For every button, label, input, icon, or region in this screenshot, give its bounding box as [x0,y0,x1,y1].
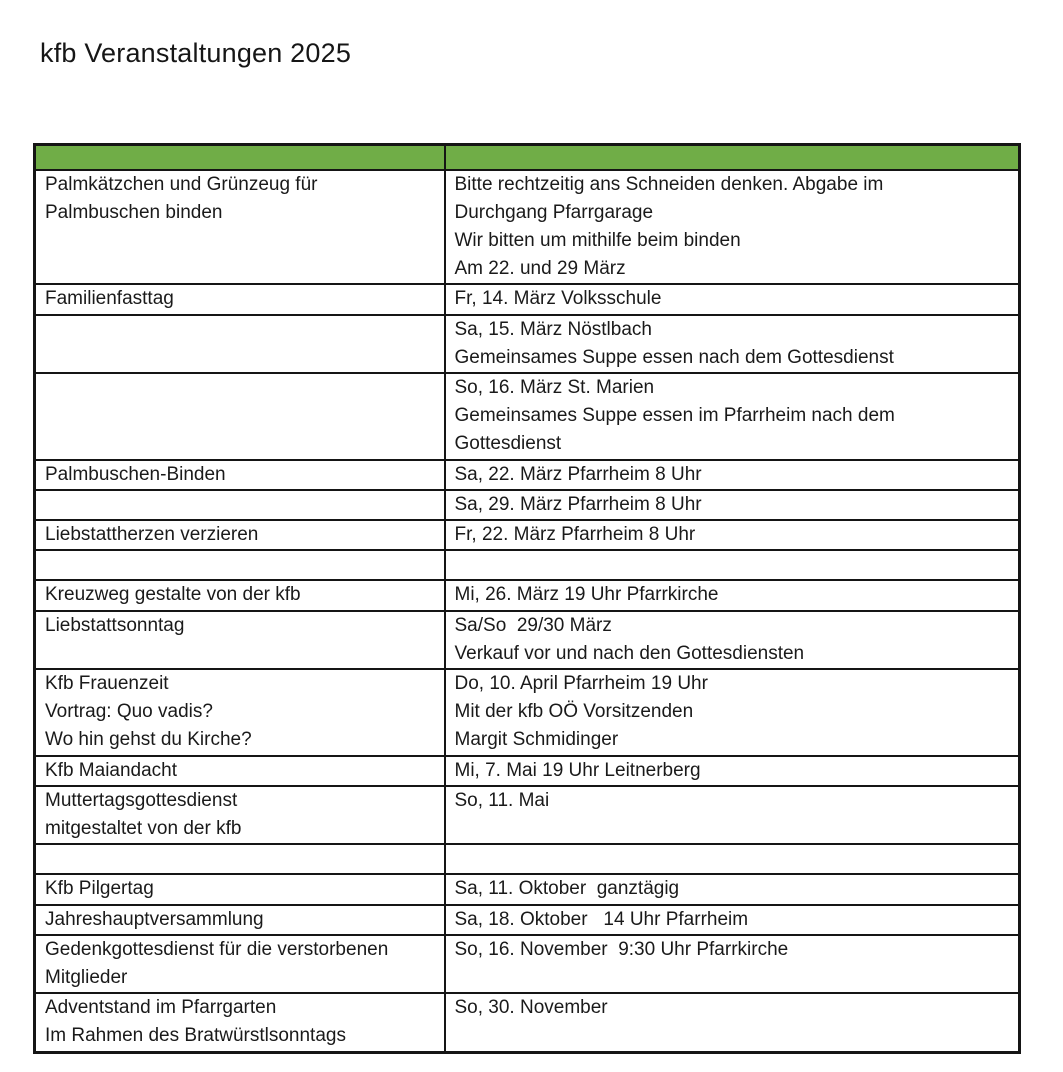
cell-text-line: Fr, 14. März Volksschule [454,288,662,310]
cell-text-line: Am 22. und 29 März [454,258,626,280]
table-row [35,874,1020,904]
cell-text-line: Adventstand im Pfarrgarten [45,997,277,1019]
cell-text-line: Verkauf vor und nach den Gottesdiensten [454,642,805,664]
cell-text-line [45,845,435,873]
table-row [35,786,1020,844]
cell-text-line: So, 30. November [454,997,608,1019]
event-cell [35,170,445,285]
details-cell [445,756,1020,786]
table-row [35,170,1020,285]
details-cell [445,170,1020,285]
event-cell [35,460,445,490]
details-cell [445,905,1020,935]
details-cell [445,611,1020,669]
cell-text-line: Jahreshauptversammlung [45,908,264,930]
cell-text-line: Bitte rechtzeitig ans Schneiden denken. Abgabe im [454,173,884,195]
cell-text-line: So, 16. März St. Marien [454,376,655,398]
details-cell [445,373,1020,460]
cell-text-line: Sa, 15. März Nöstlbach [454,318,652,340]
details-cell [445,315,1020,373]
cell-text-line: Palmbuschen-Binden [45,463,226,485]
table-row [35,460,1020,490]
table-row [35,611,1020,669]
cell-text-line: Kfb Frauenzeit [45,672,169,694]
table-row [35,580,1020,610]
details-cell [445,580,1020,610]
cell-text-line: Fr, 22. März Pfarrheim 8 Uhr [454,523,696,545]
events-table-body [35,170,1020,1053]
details-cell [445,993,1020,1052]
cell-text-line [45,374,435,402]
table-row [35,844,1020,874]
cell-text-line: Kfb Maiandacht [45,759,178,781]
cell-text-line: Familienfasttag [45,288,174,310]
event-cell [35,580,445,610]
event-cell [35,669,445,756]
event-cell [35,373,445,460]
cell-text-line: So, 16. November 9:30 Uhr Pfarrkirche [454,938,789,960]
event-cell [35,490,445,520]
cell-text-line: Durchgang Pfarrgarage [454,201,654,223]
details-cell [445,935,1020,993]
table-row [35,520,1020,550]
cell-text-line [45,551,435,579]
cell-text-line: Sa, 11. Oktober ganztägig [454,878,680,900]
cell-text-line [455,551,1010,579]
event-cell [35,905,445,935]
event-cell [35,874,445,904]
details-cell [445,786,1020,844]
table-row [35,935,1020,993]
table-row [35,373,1020,460]
cell-text-line: Mi, 7. Mai 19 Uhr Leitnerberg [454,759,701,781]
cell-text-line: Kfb Pilgertag [45,878,154,900]
header-cell-details [445,145,1020,170]
cell-text-line: Palmbuschen binden [45,201,223,223]
cell-text-line: Wir bitten um mithilfe beim binden [454,229,741,251]
event-cell [35,844,445,874]
table-header-row [35,145,1020,170]
cell-text-line: Mi, 26. März 19 Uhr Pfarrkirche [454,584,719,606]
cell-text-line: Sa, 29. März Pfarrheim 8 Uhr [454,493,702,515]
cell-text-line: Liebstattherzen verzieren [45,523,259,545]
cell-text-line: mitgestaltet von der kfb [45,817,242,839]
cell-text-line [45,316,435,344]
event-cell [35,611,445,669]
event-cell [35,315,445,373]
cell-text-line: Gottesdienst [454,433,562,455]
details-cell [445,669,1020,756]
cell-text-line: Margit Schmidinger [454,729,619,751]
table-row [35,490,1020,520]
details-cell [445,844,1020,874]
cell-text-line: Gemeinsames Suppe essen im Pfarrheim nach dem [454,405,895,427]
cell-text-line: Palmkätzchen und Grünzeug für [45,173,318,195]
page-title: kfb Veranstaltungen 2025 [40,38,352,68]
cell-text-line: Do, 10. April Pfarrheim 19 Uhr [454,672,708,694]
events-table [33,143,1021,1054]
cell-text-line: Muttertagsgottesdienst [45,789,238,811]
cell-text-line: Kreuzweg gestalte von der kfb [45,584,301,606]
details-cell [445,490,1020,520]
event-cell [35,993,445,1052]
table-row [35,756,1020,786]
cell-text-line [45,491,435,519]
cell-text-line: Sa/So 29/30 März [454,614,612,636]
table-row [35,993,1020,1052]
details-cell [445,520,1020,550]
details-cell [445,460,1020,490]
table-row [35,905,1020,935]
cell-text-line: Gedenkgottesdienst für die verstorbenen [45,938,389,960]
cell-text-line: Gemeinsames Suppe essen nach dem Gottesdienst [454,346,894,368]
event-cell [35,786,445,844]
details-cell [445,284,1020,314]
header-cell-event [35,145,445,170]
table-row [35,669,1020,756]
cell-text-line: So, 11. Mai [454,789,550,811]
cell-text-line: Sa, 18. Oktober 14 Uhr Pfarrheim [454,908,749,930]
cell-text-line [455,845,1010,873]
cell-text-line: Im Rahmen des Bratwürstlsonntags [45,1025,346,1047]
event-cell [35,550,445,580]
event-cell [35,756,445,786]
cell-text-line: Vortrag: Quo vadis? [45,701,213,723]
event-cell [35,520,445,550]
table-row [35,315,1020,373]
details-cell [445,550,1020,580]
cell-text-line: Mitglieder [45,966,128,988]
event-cell [35,935,445,993]
table-row [35,550,1020,580]
cell-text-line: Sa, 22. März Pfarrheim 8 Uhr [454,463,702,485]
table-row [35,284,1020,314]
cell-text-line: Liebstattsonntag [45,614,185,636]
cell-text-line: Mit der kfb OÖ Vorsitzenden [454,701,694,723]
event-cell [35,284,445,314]
cell-text-line: Wo hin gehst du Kirche? [45,729,252,751]
details-cell [445,874,1020,904]
